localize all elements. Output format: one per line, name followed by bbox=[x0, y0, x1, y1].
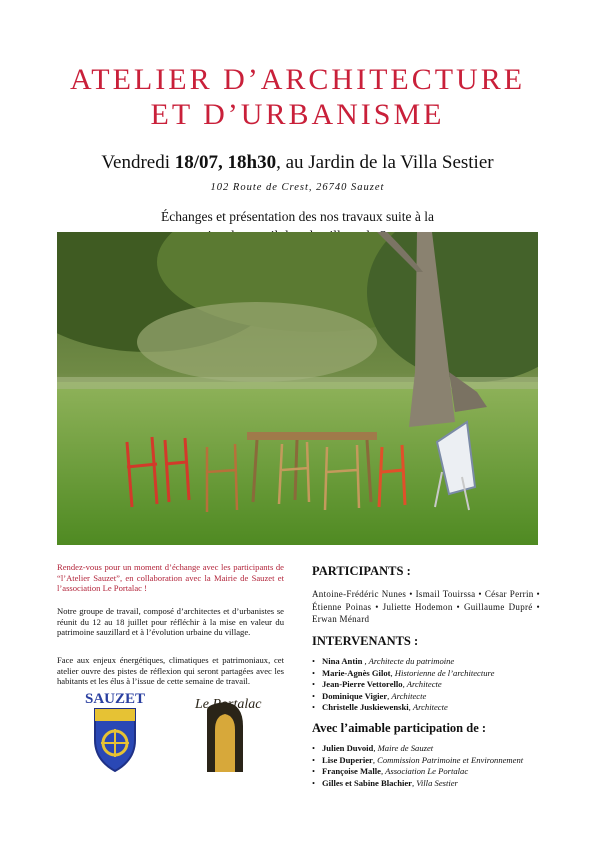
sauzet-logo-text: SAUZET bbox=[84, 691, 146, 707]
list-item bbox=[312, 743, 523, 755]
poster-title-line2: ET D’URBANISME bbox=[150, 98, 445, 131]
person-role: , Architecte bbox=[387, 690, 427, 701]
avec-heading: Avec l’aimable participation de : bbox=[312, 721, 487, 735]
participants-heading: PARTICIPANTS : bbox=[312, 564, 411, 578]
person-name: Dominique Vigier bbox=[322, 690, 388, 701]
list-item bbox=[312, 679, 494, 691]
intervenants-list bbox=[312, 656, 494, 714]
person-name: Christelle Juskiewenski bbox=[322, 702, 409, 712]
event-address: 102 Route de Crest, 26740 Sauzet bbox=[210, 182, 385, 193]
event-date: 18/07, 18h30 bbox=[174, 152, 277, 173]
person-name: Julien Duvoid bbox=[322, 743, 374, 753]
avec-list bbox=[312, 743, 523, 789]
poster-title-line1: ATELIER D’ARCHITECTURE bbox=[69, 63, 526, 96]
event-prefix: Vendredi bbox=[101, 152, 175, 173]
event-line bbox=[0, 152, 595, 174]
garden-photo bbox=[57, 232, 538, 545]
intervenants-heading: INTERVENANTS : bbox=[312, 634, 419, 648]
list-item bbox=[312, 656, 494, 668]
person-name: Nina Antin bbox=[322, 656, 363, 666]
person-role: , Maire de Sauzet bbox=[373, 743, 434, 753]
person-name: Jean-Pierre Vettorello bbox=[322, 679, 403, 689]
portalac-logo-text: Le Portalac bbox=[195, 697, 262, 712]
person-role: , Historienne de l’architecture bbox=[390, 667, 495, 678]
list-item bbox=[312, 691, 494, 703]
person-name: Lise Duperier bbox=[322, 754, 373, 765]
person-name: Françoise Malle bbox=[322, 766, 381, 776]
person-role: , Commission Patrimoine et Environnement bbox=[372, 754, 524, 765]
person-role: , Architecte du patrimoine bbox=[362, 656, 455, 666]
paragraph-group: Notre groupe de travail, composé d’architectes et d’urbanistes se réunit du 12 au 18 juillet pour réfléchir à la mise en valeur du patrimoine sauzillard et à l’évolution urbaine du village. bbox=[57, 606, 284, 638]
person-name: Gilles et Sabine Blachier bbox=[322, 777, 412, 788]
intro-text: Rendez-vous pour un moment d’échange avec les participants de “l’Atelier Sauzet”, en collaboration avec la Mairie de Sauzet et l’association Le Portalac ! bbox=[57, 562, 284, 594]
portalac-logo bbox=[185, 690, 265, 775]
paragraph-issues: Face aux enjeux énergétiques, climatiques et patrimoniaux, cet atelier ouvre des pistes de réflexion qui seront partagées avec les habitants et les élus à l’issue de cette semaine de travail. bbox=[57, 655, 284, 687]
person-role: , Architecte bbox=[408, 702, 448, 712]
event-place: , au Jardin de la Villa Sestier bbox=[276, 152, 494, 173]
list-item bbox=[312, 778, 523, 790]
person-role: , Architecte bbox=[402, 679, 442, 689]
list-item bbox=[312, 766, 523, 778]
list-item bbox=[312, 668, 494, 680]
list-item bbox=[312, 755, 523, 767]
person-role: , Villa Sestier bbox=[412, 777, 458, 788]
person-name: Marie-Agnès Gilot bbox=[322, 667, 391, 678]
sauzet-logo bbox=[80, 685, 150, 777]
description-line1: Échanges et présentation des nos travaux suite à la bbox=[161, 209, 434, 224]
participants-list: Antoine-Frédéric Nunes • Ismail Touirssa • César Perrin • Étienne Poinas • Juliette Hodemon • Guillaume Dupré • Erwan Ménard bbox=[312, 589, 540, 624]
list-item bbox=[312, 702, 494, 714]
person-role: , Association Le Portalac bbox=[380, 766, 469, 776]
